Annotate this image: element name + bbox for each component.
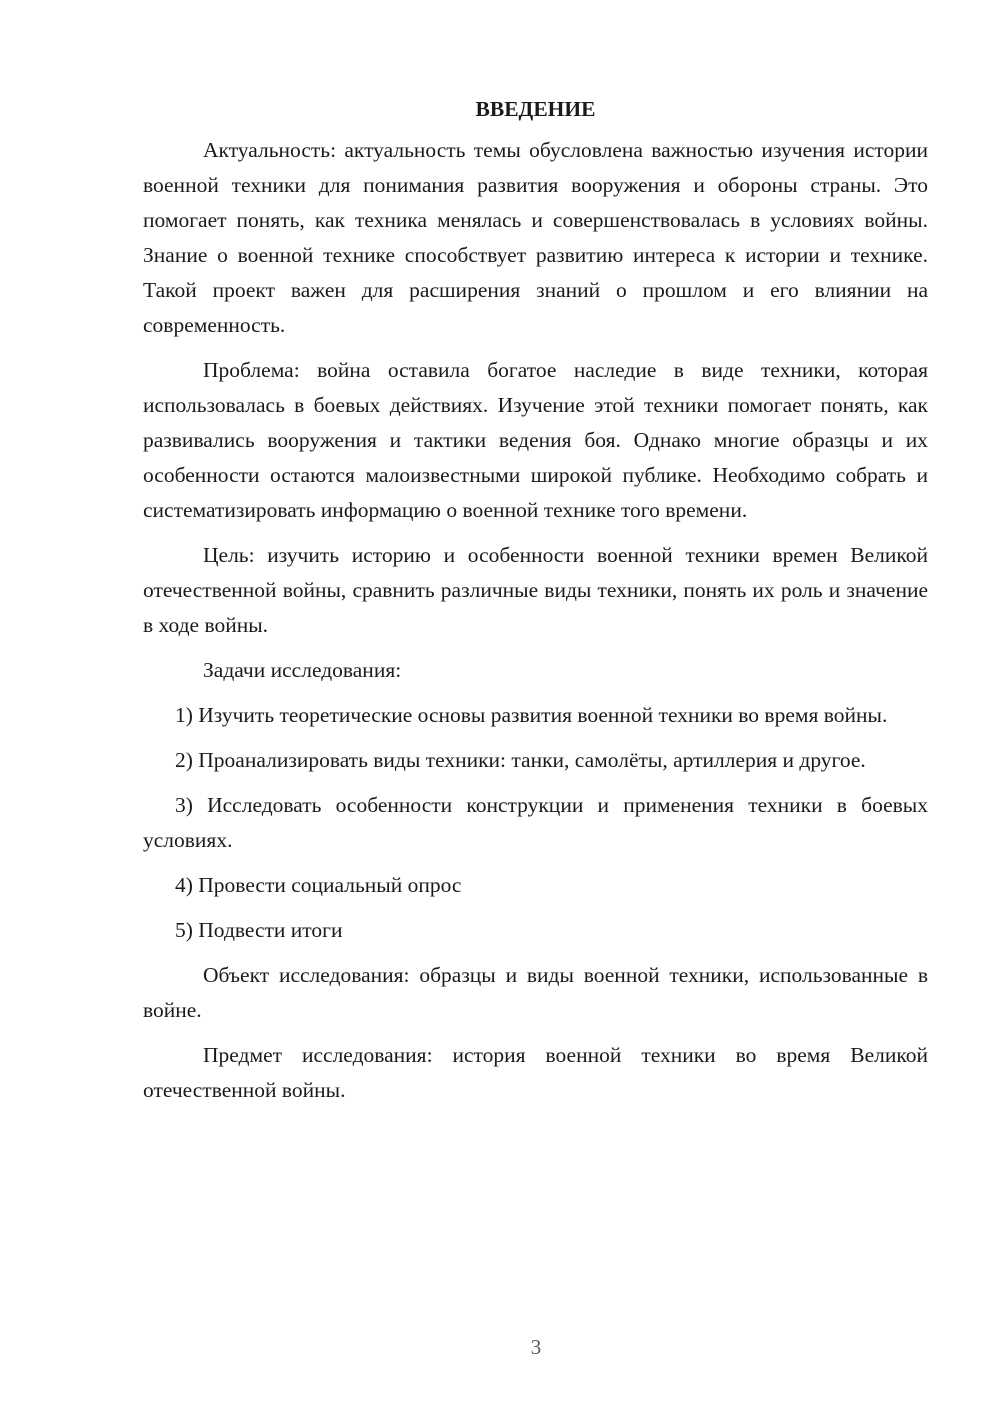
paragraph-problem: Проблема: война оставила богатое наследие в виде техники, которая использовалась в боевых действиях. Изучение этой техники помогает понять, как развивались вооружения и тактики ведения боя. Однако многие образцы и их особенности остаются малоизвестными широкой публике. Необходимо собрать и систематизировать информацию о военной технике того времени.	[143, 358, 928, 522]
page-number: 3	[530, 1335, 542, 1359]
paragraph-research-subject: Предмет исследования: история военной техники во время Великой отечественной войны.	[143, 1043, 928, 1102]
task-item-2: 2) Проанализировать виды техники: танки, самолёты, артиллерия и другое.	[175, 748, 866, 772]
paragraph-research-object: Объект исследования: образцы и виды военной техники, использованные в войне.	[143, 963, 928, 1022]
task-item-5: 5) Подвести итоги	[175, 918, 343, 942]
paragraph-goal: Цель: изучить историю и особенности военной техники времен Великой отечественной войны, сравнить различные виды техники, понять их роль и значение в ходе войны.	[143, 543, 928, 637]
paragraph-relevance: Актуальность: актуальность темы обусловлена важностью изучения истории военной техники для понимания развития вооружения и обороны страны. Это помогает понять, как техника менялась и совершенствовалась в условиях войны. Знание о военной технике способствует развитию интереса к истории и технике. Такой проект важен для расширения знаний о прошлом и его влиянии на современность.	[143, 138, 928, 337]
task-item-3: 3) Исследовать особенности конструкции и применения техники в боевых условиях.	[143, 793, 928, 852]
task-item-1: 1) Изучить теоретические основы развития военной техники во время войны.	[175, 703, 888, 727]
document-page	[143, 92, 928, 1118]
section-title: ВВЕДЕНИЕ	[475, 97, 596, 121]
task-item-4: 4) Провести социальный опрос	[175, 873, 462, 897]
paragraph-tasks-heading: Задачи исследования:	[203, 658, 402, 682]
